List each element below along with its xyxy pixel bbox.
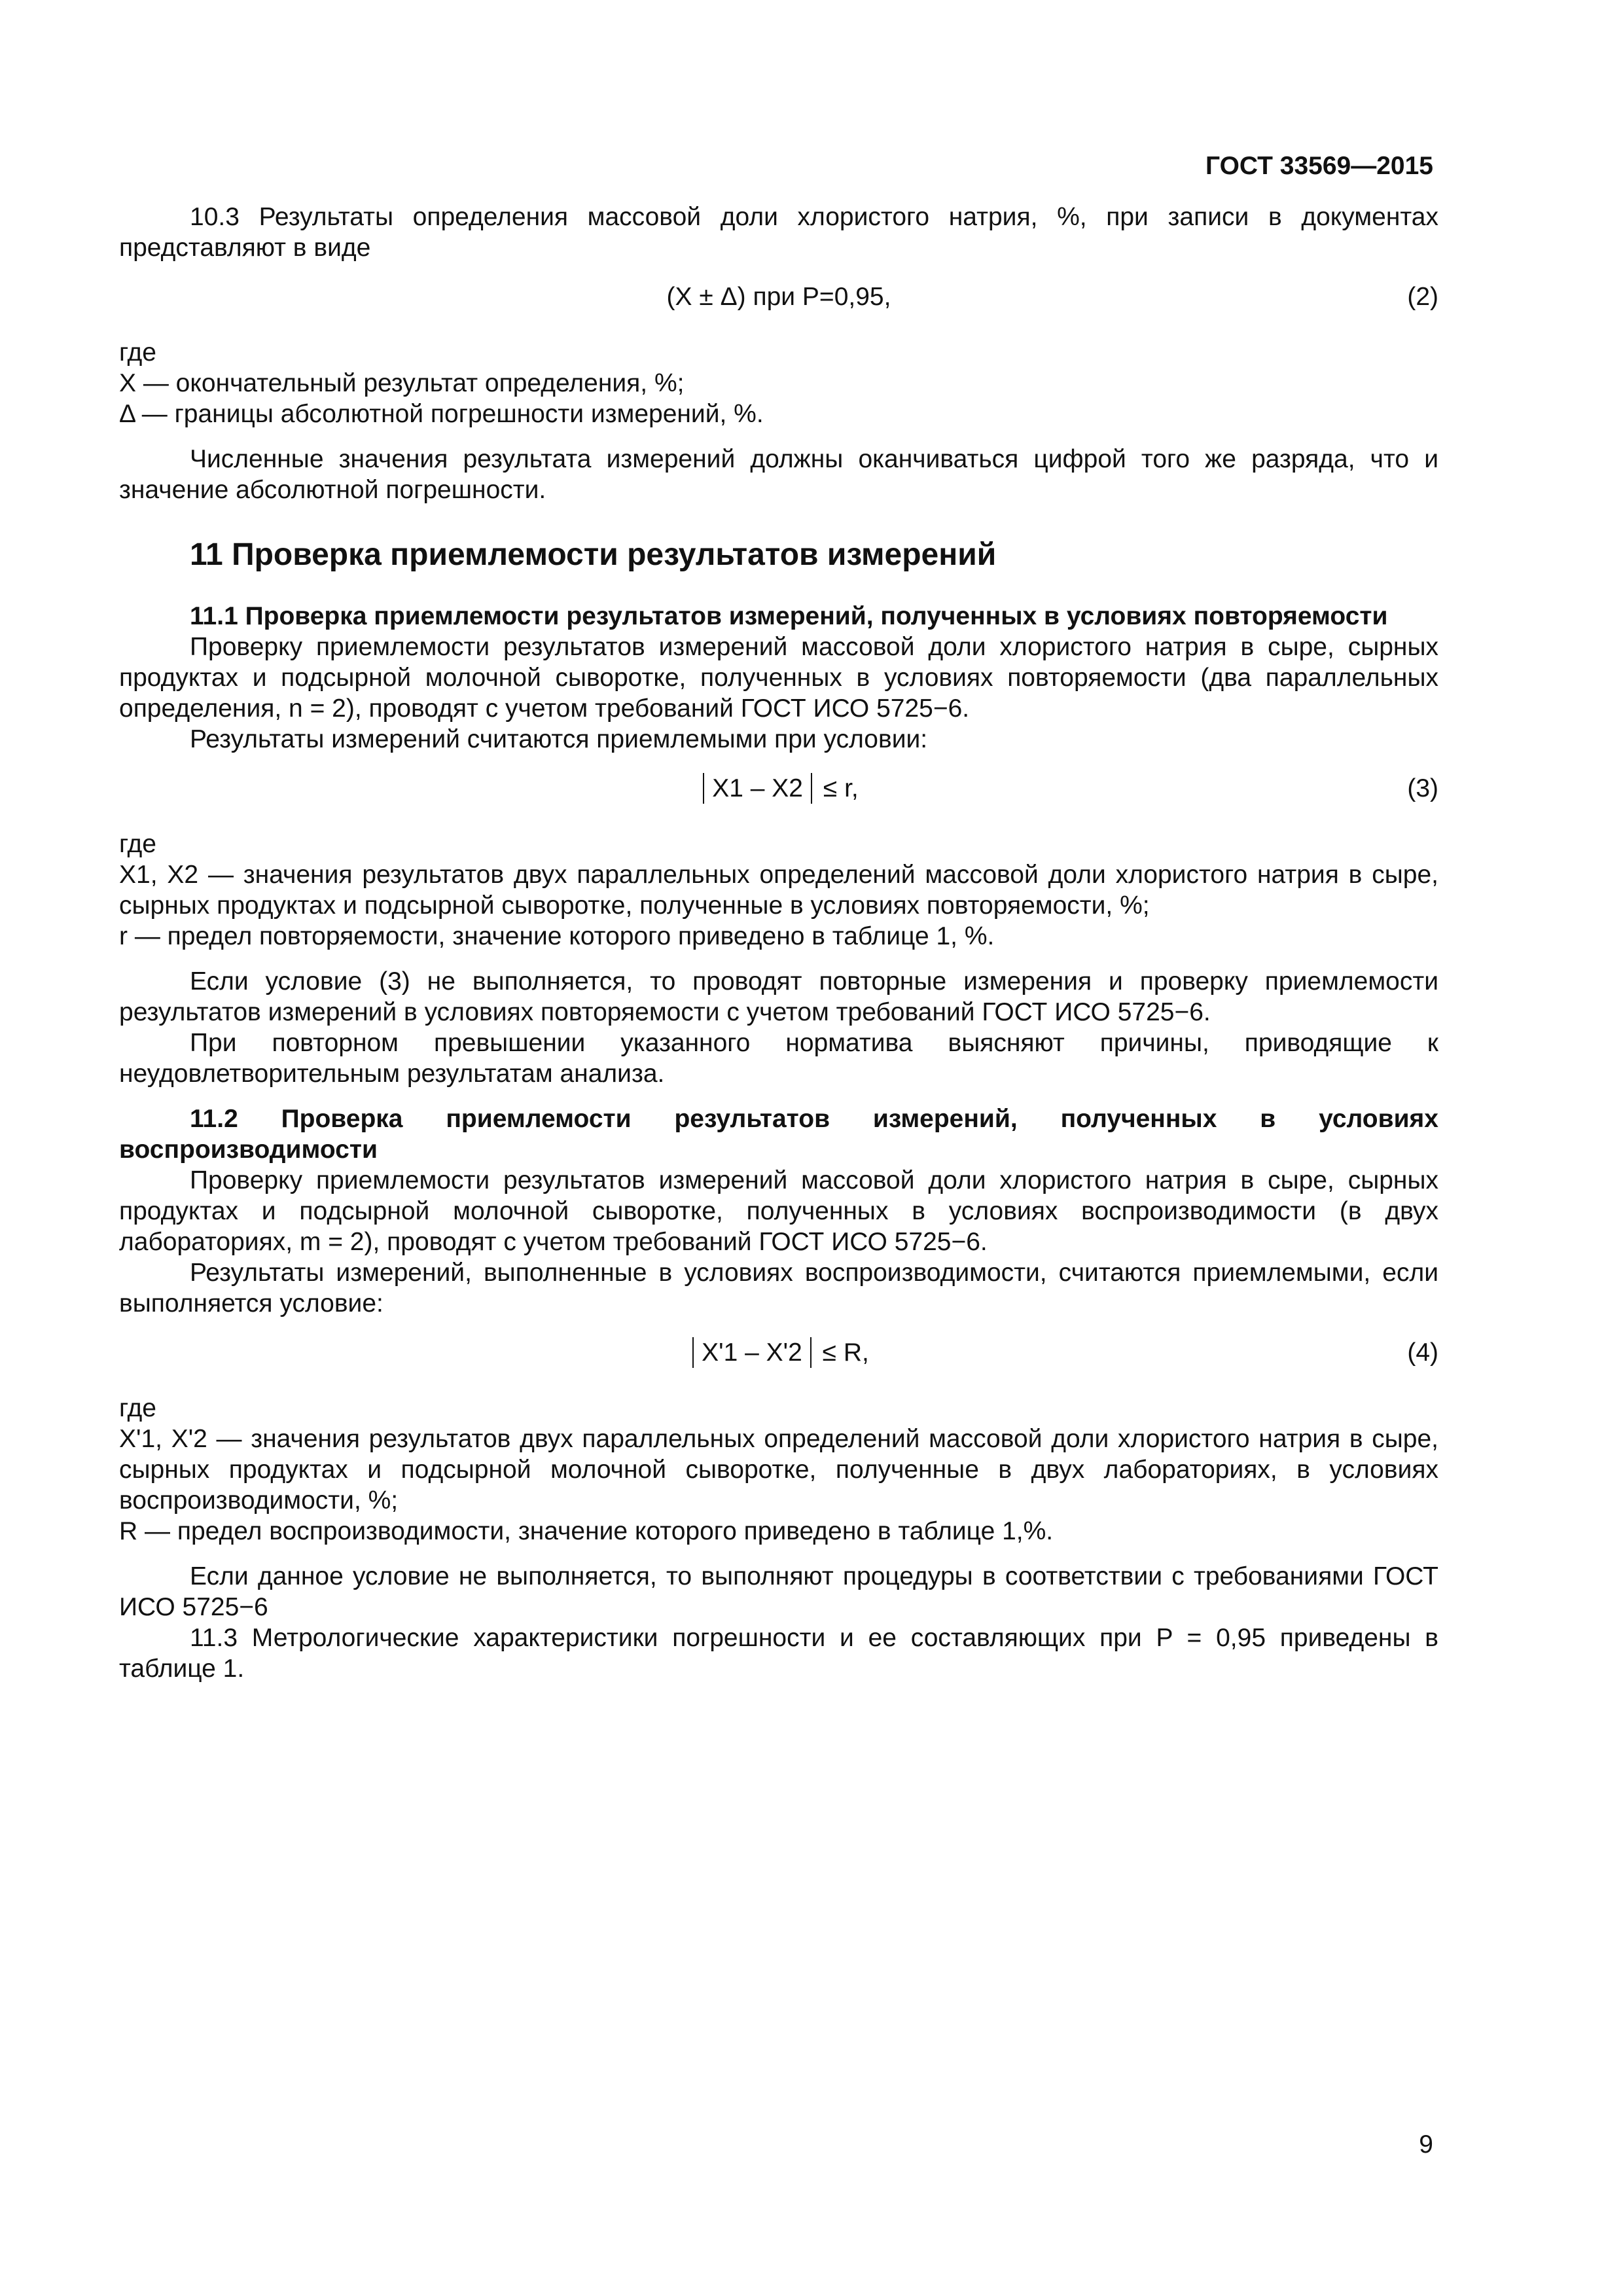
paragraph-10-3: 10.3 Результаты определения массовой доли хлористого натрия, %, при записи в документах представляют в виде — [119, 203, 1438, 262]
definition-r: r — предел повторяемости, значение которого приведено в таблице 1, %. — [119, 922, 995, 950]
paragraph-11-2-check: Проверку приемлемости результатов измерений массовой доли хлористого натрия в сыре, сырных продуктах и подсырной молочной сыворотке, полученных в условиях воспроизводимости (в двух лабораториях, m = 2), проводят с учетом требований ГОСТ ИСО 5725−6. — [119, 1166, 1438, 1256]
section-11-heading: 11 Проверка приемлемости результатов измерений — [190, 537, 997, 572]
formula-3-rhs: ≤ r, — [823, 774, 859, 802]
paragraph-11-1-exceed: При повторном превышении указанного норматива выясняют причины, приводящие к неудовлетворительным результатам анализа. — [119, 1029, 1438, 1088]
definition-x1-x2-prime: X'1, X'2 — значения результатов двух параллельных определений массовой доли хлористого натрия в сыре, сырных продуктах и подсырной молочной сыворотке, полученные в двух лабораториях, в условиях воспроизводимости, %; — [119, 1425, 1438, 1515]
where-label: где — [119, 338, 156, 367]
formula-4 — [119, 1337, 1438, 1368]
paragraph-11-1-repeat: Если условие (3) не выполняется, то проводят повторные измерения и проверку приемлемости результатов измерений в условиях повторяемости с учетом требований ГОСТ ИСО 5725−6. — [119, 967, 1438, 1026]
formula-4-lhs: X'1 – X'2 — [692, 1337, 812, 1368]
formula-2-expression: (X ± Δ) при P=0,95, — [666, 283, 891, 311]
paragraph-11-1-check: Проверку приемлемости результатов измерений массовой доли хлористого натрия в сыре, сырных продуктах и подсырной молочной сыворотке, полученных в условиях повторяемости (два параллельных определения, n = 2), проводят с учетом требований ГОСТ ИСО 5725−6. — [119, 633, 1438, 723]
paragraph-11-2-failure: Если данное условие не выполняется, то выполняют процедуры в соответствии с требованиями ГОСТ ИСО 5725−6 — [119, 1562, 1438, 1621]
paragraph-11-1-condition: Результаты измерений считаются приемлемыми при условии: — [190, 725, 928, 753]
formula-2-number: (2) — [1407, 283, 1438, 311]
subsection-11-1-heading: 11.1 Проверка приемлемости результатов измерений, полученных в условиях повторяемости — [190, 602, 1388, 630]
paragraph-11-2-condition: Результаты измерений, выполненные в условиях воспроизводимости, считаются приемлемыми, если выполняется условие: — [119, 1259, 1438, 1318]
formula-4-number: (4) — [1407, 1338, 1438, 1367]
document-body — [119, 202, 1438, 1684]
where-label: где — [119, 830, 156, 858]
formula-4-rhs: ≤ R, — [822, 1338, 869, 1367]
page-number: 9 — [1419, 2130, 1433, 2159]
where-label: где — [119, 1394, 156, 1422]
paragraph-11-3: 11.3 Метрологические характеристики погрешности и ее составляющих при P = 0,95 приведены в таблице 1. — [119, 1624, 1438, 1683]
formula-2 — [119, 281, 1438, 312]
definition-x1-x2: X1, X2 — значения результатов двух параллельных определений массовой доли хлористого натрия в сыре, сырных продуктах и подсырной сыворотке, полученные в условиях повторяемости, %; — [119, 861, 1438, 920]
standard-header: ГОСТ 33569—2015 — [1205, 152, 1433, 180]
paragraph-numeric-values: Численные значения результата измерений должны оканчиваться цифрой того же разряда, что и значение абсолютной погрешности. — [119, 445, 1438, 504]
formula-3-number: (3) — [1407, 774, 1438, 802]
definition-delta: Δ — границы абсолютной погрешности измерений, %. — [119, 400, 764, 428]
formula-3-lhs: X1 – X2 — [703, 773, 812, 804]
definition-R: R — предел воспроизводимости, значение которого приведено в таблице 1,%. — [119, 1517, 1054, 1545]
definition-x: X — окончательный результат определения, %; — [119, 369, 685, 397]
formula-3 — [119, 773, 1438, 804]
subsection-11-2-heading: 11.2 Проверка приемлемости результатов измерений, полученных в условиях воспроизводимости — [119, 1105, 1438, 1164]
